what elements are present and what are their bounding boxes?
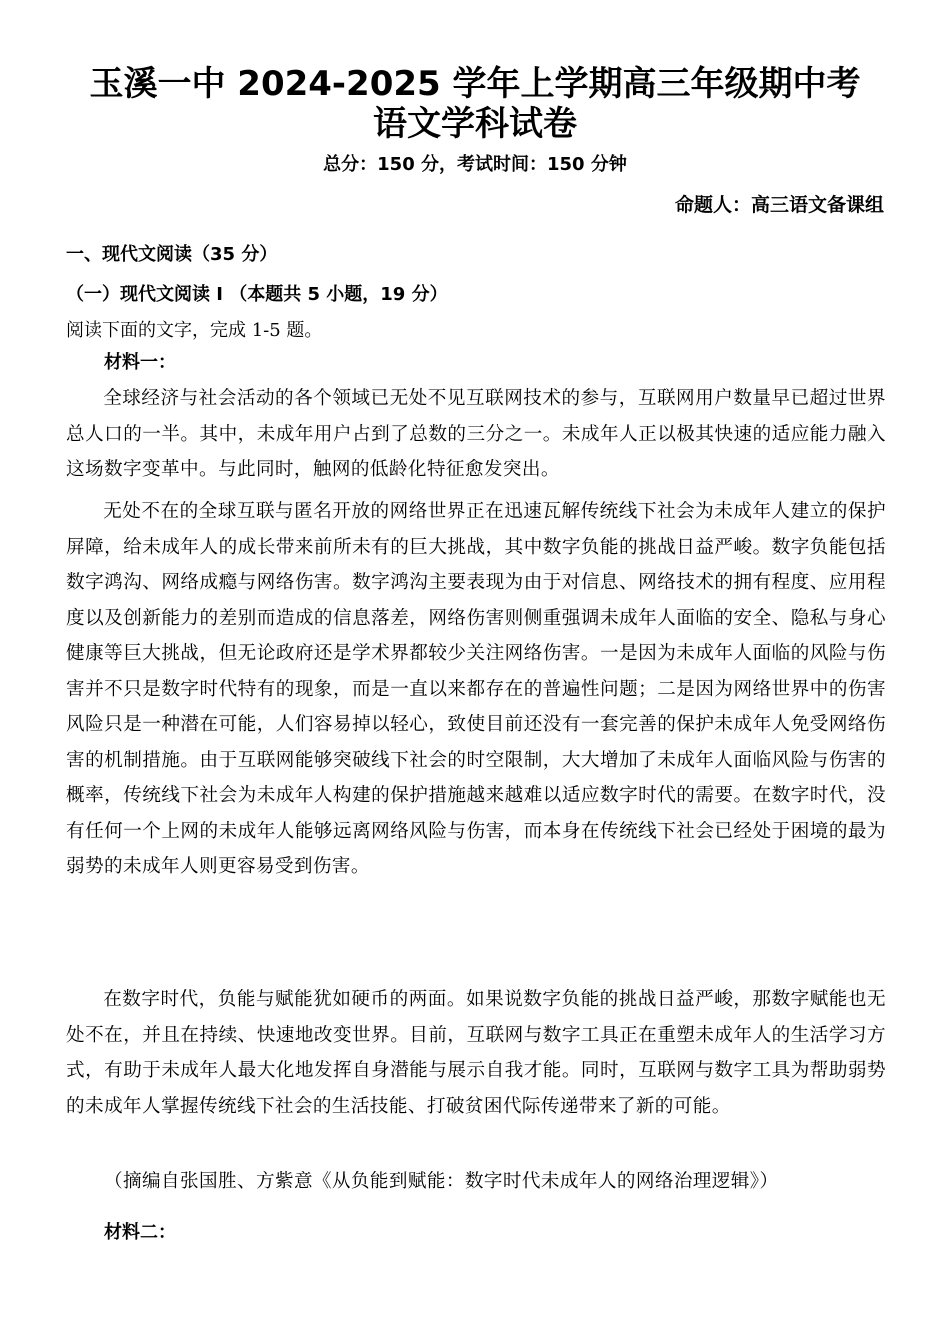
exam-title-line1: 玉溪一中 2024-2025 学年上学期高三年级期中考 [89,64,861,104]
section-heading: 一、现代文阅读（35 分） [66,244,278,265]
subsection-heading: （一）现代文阅读 I （本题共 5 小题，19 分） [66,284,448,305]
material1-label: 材料一： [104,352,176,373]
reading-instruction: 阅读下面的文字，完成 1-5 题。 [66,320,323,341]
exam-title-line2: 语文学科试卷 [373,104,577,144]
paragraph-2: 无处不在的全球互联与匿名开放的网络世界正在迅速瓦解传统线下社会为未成年人建立的保护屏障，给未成年人的成长带来前所未有的巨大挑战，其中数字负能的挑战日益严峻。数字负能包括数字鸿沟、网络成瘾与网络伤害。数字鸿沟主要表现为由于对信息、网络技术的拥有程度、应用程度以及创新能力的差别而造成的信息落差，网络伤害则侧重强调未成年人面临的安全、隐私与身心健康等巨大挑战，但无论政府还是学术界都较少关注网络伤害。一是因为未成年人面临的风险与伤害并不只是数字时代特有的现象，而是一直以来都存在的普遍性问题；二是因为网络世界中的伤害风险只是一种潜在可能，人们容易掉以轻心，致使目前还没有一套完善的保护未成年人免受网络伤害的机制措施。由于互联网能够突破线下社会的时空限制，大大增加了未成年人面临风险与伤害的概率，传统线下社会为未成年人构建的保护措施越来越难以适应数字时代的需要。在数字时代，没有任何一个上网的未成年人能够远离网络风险与伤害，而本身在传统线下社会已经处于困境的最为弱势的未成年人则更容易受到伤害。 [66,501,886,877]
source-citation: （摘编自张国胜、方紫意《从负能到赋能：数字时代未成年人的网络治理逻辑》） [104,1171,779,1192]
paragraph-3: 在数字时代，负能与赋能犹如硬币的两面。如果说数字负能的挑战日益严峻，那数字赋能也无处不在，并且在持续、快速地改变世界。目前，互联网与数字工具正在重塑未成年人的生活学习方式，有助于未成年人最大化地发挥自身潜能与展示自我才能。同时，互联网与数字工具为帮助弱势的未成年人掌握传统线下社会的生活技能、打破贫困代际传递带来了新的可能。 [66,989,886,1117]
material2-label: 材料二： [104,1222,176,1243]
author-line: 命题人：高三语文备课组 [674,194,884,216]
paragraph-1: 全球经济与社会活动的各个领域已无处不见互联网技术的参与，互联网用户数量早已超过世界总人口的一半。其中，未成年用户占到了总数的三分之一。未成年人正以极其快速的适应能力融入这场数字变革中。与此同时，触网的低龄化特征愈发突出。 [66,388,886,480]
score-info: 总分：150 分，考试时间：150 分钟 [323,154,627,175]
